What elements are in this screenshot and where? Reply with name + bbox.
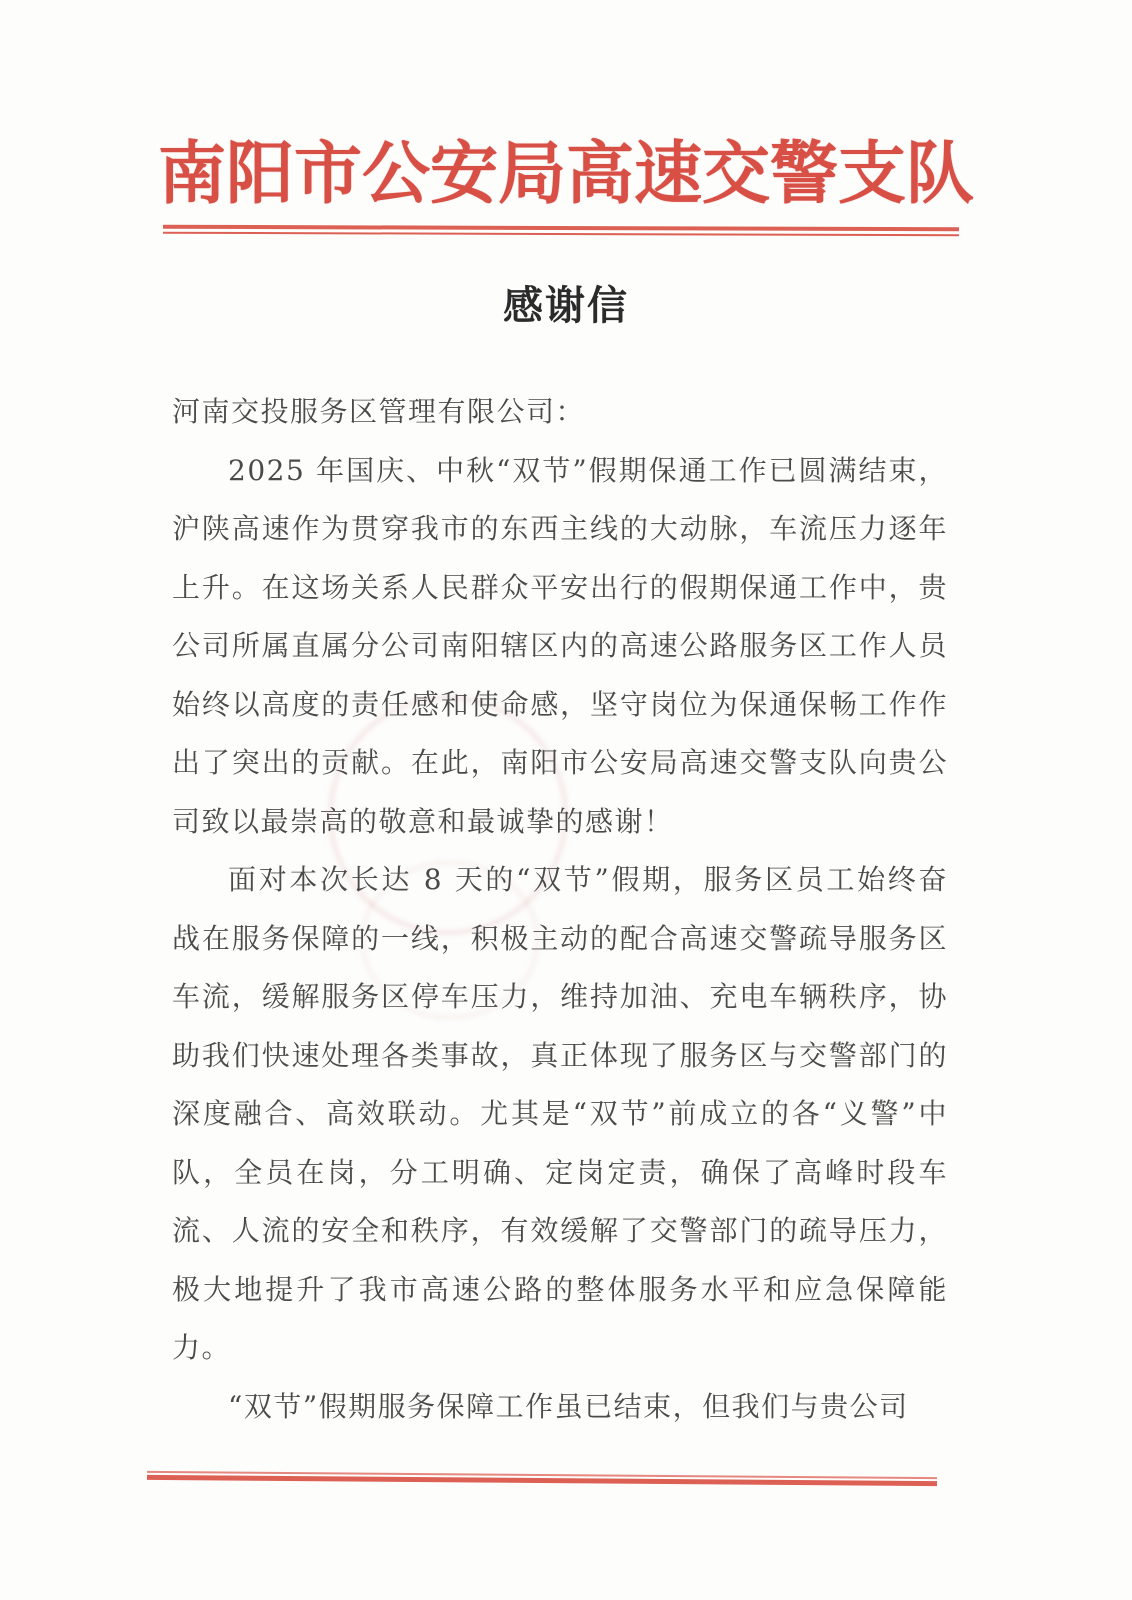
paragraph-3: “双节”假期服务保障工作虽已结束，但我们与贵公司: [228, 1389, 909, 1423]
footer-double-rule: [147, 1471, 937, 1486]
letterhead-rule-thin: [163, 232, 959, 237]
document-title: 感谢信: [503, 282, 629, 329]
paragraph-2: 面对本次长达 8 天的“双节”假期，服务区员工始终奋战在服务保障的一线，积极主动的配合高速交警疏导服务区车流，缓解服务区停车压力，维持加油、充电车辆秩序，协助我们快速处理各类事故，真正体现了服务区与交警部门的深度融合、高效联动。尤其是“双节”前成立的各“义警”中队，全员在岗，分工明确、定岗定责，确保了高峰时段车流、人流的安全和秩序，有效缓解了交警部门的疏导压力，极大地提升了我市高速公路的整体服务水平和应急保障能力。: [172, 863, 948, 1364]
letterhead-rule-thick: [163, 225, 959, 232]
letter-body: [172, 383, 948, 1436]
salutation: 河南交投服务区管理有限公司：: [172, 395, 586, 428]
letterhead-agency-title: 南阳市公安局高速交警支队: [157, 134, 974, 214]
paragraph-1: 2025 年国庆、中秋“双节”假期保通工作已圆满结束，沪陕高速作为贯穿我市的东西主线的大动脉，车流压力逐年上升。在这场关系人民群众平安出行的假期保通工作中，贵公司所属直属分公司南阳辖区内的高速公路服务区工作人员始终以高度的责任感和使命感，坚守岗位为保通保畅工作作出了突出的贡献。在此，南阳市公安局高速交警支队向贵公司致以最崇高的敬意和最诚挚的感谢！: [172, 453, 948, 838]
letterhead-double-rule: [163, 225, 959, 237]
